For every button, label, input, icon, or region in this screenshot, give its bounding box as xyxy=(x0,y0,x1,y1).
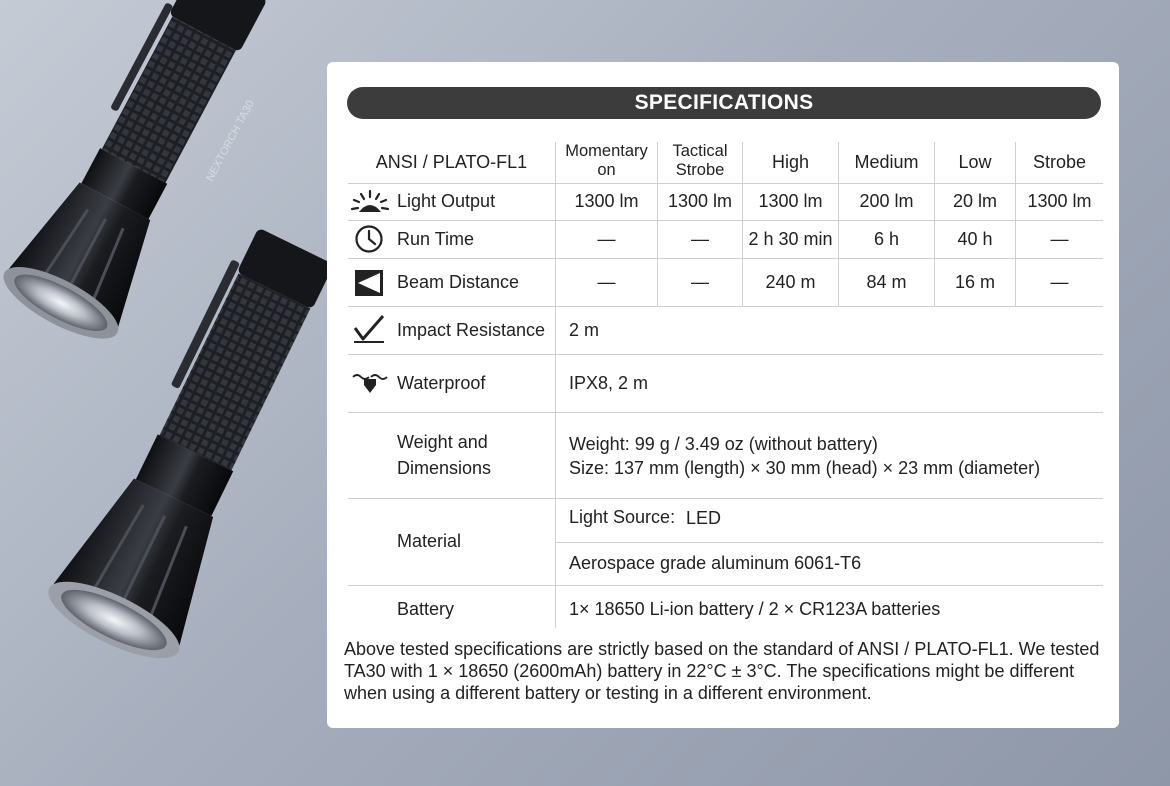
waterproof-label: Waterproof xyxy=(397,372,486,393)
flashlight-photo xyxy=(0,0,330,786)
light-output-momentary: 1300 lm xyxy=(574,191,639,212)
spec-table xyxy=(327,62,1119,728)
row-divider xyxy=(348,412,1103,413)
run-time-high: 2 h 30 min xyxy=(748,228,833,249)
beam-icon xyxy=(354,269,384,297)
light-output-label: Light Output xyxy=(397,191,496,211)
weight-dimensions-label-line2: Dimensions xyxy=(397,458,492,478)
specifications-banner: SPECIFICATIONS xyxy=(347,87,1101,119)
mode-header-momentary: Momentary on xyxy=(565,141,648,179)
waterproof-icon xyxy=(351,371,389,395)
run-time-label: Run Time xyxy=(397,228,475,249)
impact-icon xyxy=(352,314,386,344)
light-output-strobe: 1300 lm xyxy=(1027,191,1092,212)
light-output-tactical-strobe: 1300 lm xyxy=(667,191,733,212)
impact-resistance-label: Impact Resistance xyxy=(397,319,546,340)
weight-value: Weight: 99 g / 3.49 oz (without battery) xyxy=(569,434,878,454)
row-divider xyxy=(348,498,1103,499)
beam-distance-strobe: — xyxy=(1050,271,1069,292)
standard-header: ANSI / PLATO-FL1 xyxy=(375,152,528,173)
light-output-medium: 200 lm xyxy=(859,191,914,212)
beam-distance-low: 16 m xyxy=(954,271,996,292)
beam-distance-high: 240 m xyxy=(765,271,816,292)
light-burst-icon xyxy=(349,188,391,216)
battery-label: Battery xyxy=(397,598,455,619)
weight-dimensions-label-line1: Weight and xyxy=(397,432,488,452)
mode-header-tactical-strobe: Tactical Strobe xyxy=(672,141,728,179)
beam-distance-tactical-strobe: — xyxy=(691,271,709,292)
mode-header-medium: Medium xyxy=(854,152,919,173)
run-time-tactical-strobe: — xyxy=(691,228,709,249)
beam-distance-label: Beam Distance xyxy=(397,271,520,292)
light-source-label: Light Source: xyxy=(569,507,676,527)
brand-engraving: NEXTORCH TA30 xyxy=(204,98,257,184)
run-time-low: 40 h xyxy=(957,228,993,249)
light-output-high: 1300 lm xyxy=(758,191,823,212)
clock-icon xyxy=(354,224,384,254)
light-source-value: LED xyxy=(686,508,722,528)
run-time-medium: 6 h xyxy=(873,228,900,249)
battery-value: 1× 18650 Li-ion battery / 2 × CR123A batteries xyxy=(569,598,941,619)
size-value: Size: 137 mm (length) × 30 mm (head) × 23 mm (diameter) xyxy=(569,458,1041,478)
specifications-card xyxy=(327,62,1119,728)
run-time-momentary: — xyxy=(597,228,616,249)
mode-header-strobe: Strobe xyxy=(1032,152,1087,173)
material-value: Aerospace grade aluminum 6061-T6 xyxy=(569,553,862,573)
material-label: Material xyxy=(397,531,462,551)
beam-distance-medium: 84 m xyxy=(866,271,907,292)
light-output-low: 20 lm xyxy=(952,191,997,212)
impact-resistance-value: 2 m xyxy=(569,319,600,340)
test-conditions-note: Above tested specifications are strictly based on the standard of ANSI / PLATO-FL1. We tested TA30 with 1 × 18650 (2600mAh) battery in 22°C ± 3°C. The specifications might be different when using a different battery or testing in a different environment. xyxy=(344,639,1100,703)
mode-header-high: High xyxy=(771,152,810,173)
mode-header-low: Low xyxy=(958,152,992,173)
beam-distance-momentary: — xyxy=(597,271,616,292)
run-time-strobe: — xyxy=(1050,228,1069,249)
waterproof-value: IPX8, 2 m xyxy=(569,372,649,393)
